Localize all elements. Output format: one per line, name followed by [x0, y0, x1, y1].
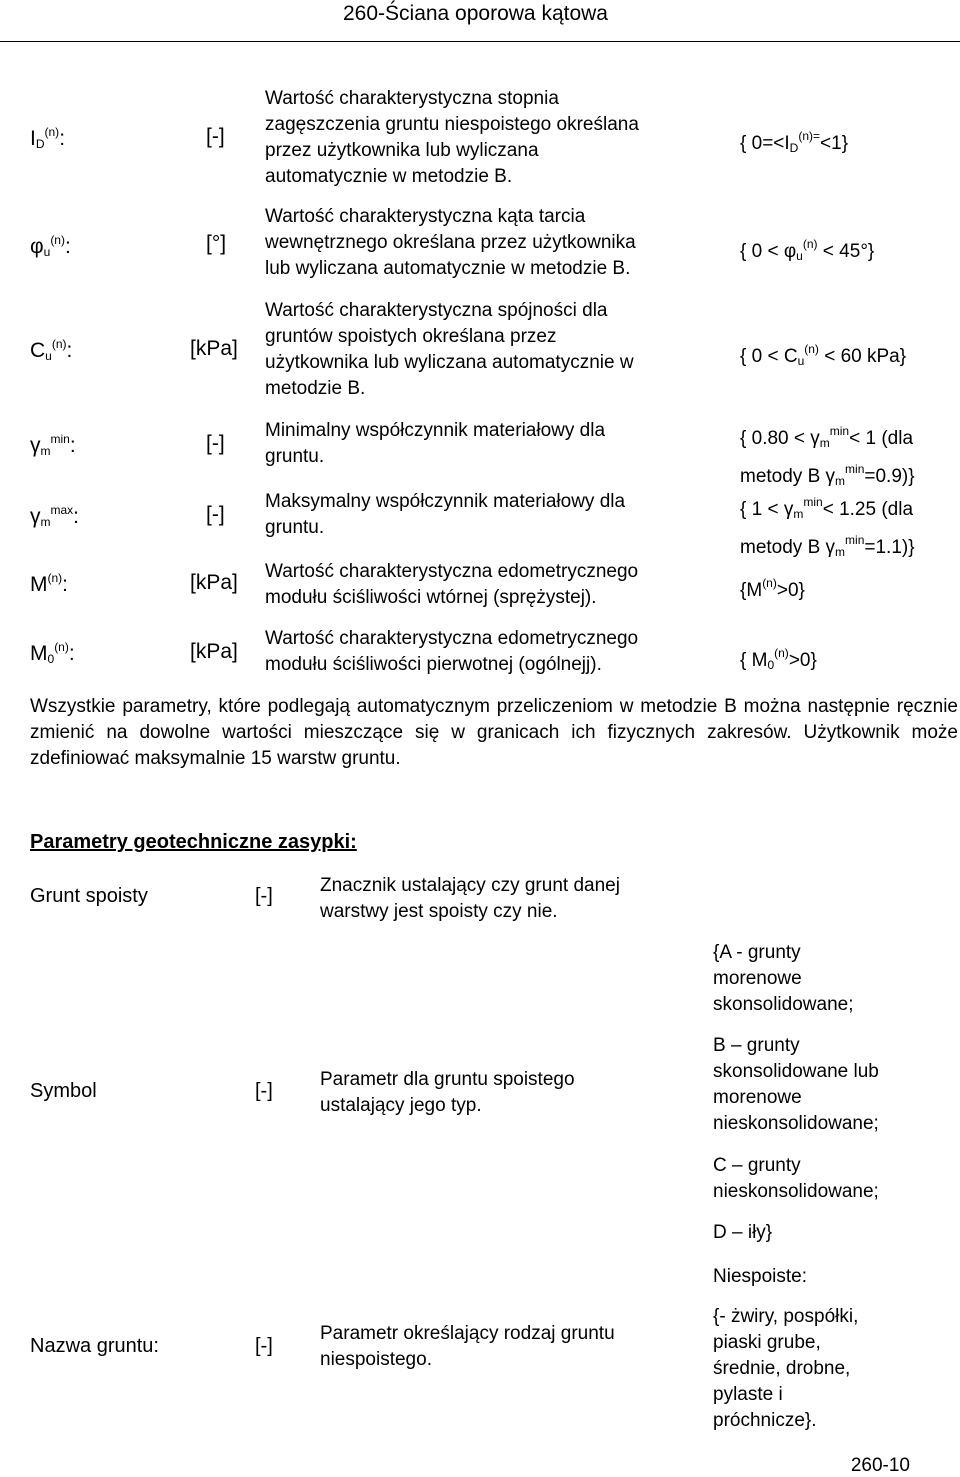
param-symbol-id: $I_D^{(n)}$:	[30, 125, 66, 151]
param-unit-gamma-max: [-]	[206, 503, 225, 526]
backfill-desc-symbol: Parametr dla gruntu spoistego ustalający jego typ.	[320, 1069, 575, 1116]
param-desc-gamma-min: Minimalny współczynnik materiałowy dla gruntu.	[265, 420, 606, 467]
param-unit-m0: [kPa]	[190, 640, 238, 663]
backfill-name-symbol: Symbol	[30, 1080, 97, 1102]
header-rule	[0, 41, 960, 42]
non-cohesive-options: {- żwiry, pospółki, piaski grube, średnie, drobne, pylaste i próchnicze}.	[713, 1306, 859, 1431]
param-unit-phi: [°]	[206, 232, 227, 255]
symbol-option-d: D – iły}	[713, 1222, 773, 1243]
backfill-name-grunt-spoisty: Grunt spoisty	[30, 885, 148, 907]
param-range-id: { $0=<I_D^{(n)=}<1$}	[740, 129, 849, 155]
symbol-option-a: {A - grunty morenowe skonsolidowane;	[713, 942, 854, 1015]
param-unit-gamma-min: [-]	[206, 432, 225, 455]
param-range-m: $\{M^{(n)}>0\}$	[740, 576, 805, 601]
symbol-option-b: B – grunty skonsolidowane lub morenowe nieskonsolidowane;	[713, 1035, 879, 1134]
param-desc-id: Wartość charakterystyczna stopnia zagęszczenia gruntu niespoistego określana przez użytkownika lub wyliczana automatycznie w metodzie B.	[265, 88, 639, 187]
param-desc-cu: Wartość charakterystyczna spójności dla gruntów spoistych określana przez użytkownika lub wyliczana automatycznie w metodzie B.	[265, 300, 634, 399]
param-desc-m0: Wartość charakterystyczna edometrycznego modułu ściśliwości pierwotnej (ogólnejj).	[265, 628, 639, 675]
page-number: 260-10	[850, 1455, 910, 1476]
param-desc-m: Wartość charakterystyczna edometrycznego modułu ściśliwości wtórnej (sprężystej).	[265, 561, 639, 608]
symbol-option-c: C – grunty nieskonsolidowane;	[713, 1155, 879, 1202]
param-range-gamma-min: { $0.80 < \gamma_m^{min}< 1$ (dla metody B $\gamma_m^{min}=0.9$)}	[740, 424, 915, 488]
backfill-name-nazwa-gruntu: Nazwa gruntu:	[30, 1335, 159, 1357]
page-header-title: 260-Ściana oporowa kątowa	[342, 2, 608, 25]
param-unit-m: [kPa]	[190, 571, 238, 594]
param-range-phi: { $0 < \varphi_u^{(n)} < 45^\circ$}	[740, 237, 875, 263]
param-desc-phi: Wartość charakterystyczna kąta tarcia wewnętrznego określana przez użytkownika lub wyliczana automatycznie w metodzie B.	[265, 206, 636, 279]
param-range-cu: { $0 < C_u^{(n)} < 60$ kPa}	[740, 342, 907, 368]
param-symbol-m0: $M_0^{(n)}$:	[30, 640, 75, 666]
backfill-unit-nazwa-gruntu: [-]	[255, 1335, 273, 1357]
body-paragraph: Wszystkie parametry, które podlegają automatycznym przeliczeniom w metodzie B można następnie ręcznie zmienić na dowolne wartości mieszczące się w granicach ich fizycznych zakresów. Użytkownik może zdefiniować maksymalnie 15 warstw gruntu.	[30, 696, 958, 769]
backfill-desc-grunt-spoisty: Znacznik ustalający czy grunt danej warstwy jest spoisty czy nie.	[320, 875, 620, 922]
param-symbol-gamma-max: $\gamma_m^{max}$:	[30, 503, 80, 529]
param-desc-gamma-max: Maksymalny współczynnik materiałowy dla gruntu.	[265, 491, 626, 538]
param-unit-cu: [kPa]	[190, 337, 238, 360]
param-symbol-gamma-min: $\gamma_m^{min}$:	[30, 432, 76, 458]
param-range-gamma-max: { $1 < \gamma_m^{min}< 1.25$ (dla metody B $\gamma_m^{min}=1.1$)}	[740, 495, 915, 559]
backfill-unit-symbol: [-]	[255, 1080, 273, 1102]
backfill-desc-nazwa-gruntu: Parametr określający rodzaj gruntu niespoistego.	[320, 1323, 615, 1370]
param-range-m0: { $M_0^{(n)}>0$}	[740, 646, 817, 672]
param-symbol-cu: $C_u^{(n)}$:	[30, 337, 73, 363]
param-unit-id: [-]	[206, 125, 225, 148]
backfill-unit-grunt-spoisty: [-]	[255, 885, 273, 907]
non-cohesive-label: Niespoiste:	[713, 1266, 807, 1287]
section-title: Parametry geotechniczne zasypki:	[30, 831, 357, 853]
param-symbol-phi: $\varphi_u^{(n)}$:	[30, 233, 71, 259]
param-symbol-m: $M^{(n)}$:	[30, 571, 69, 596]
